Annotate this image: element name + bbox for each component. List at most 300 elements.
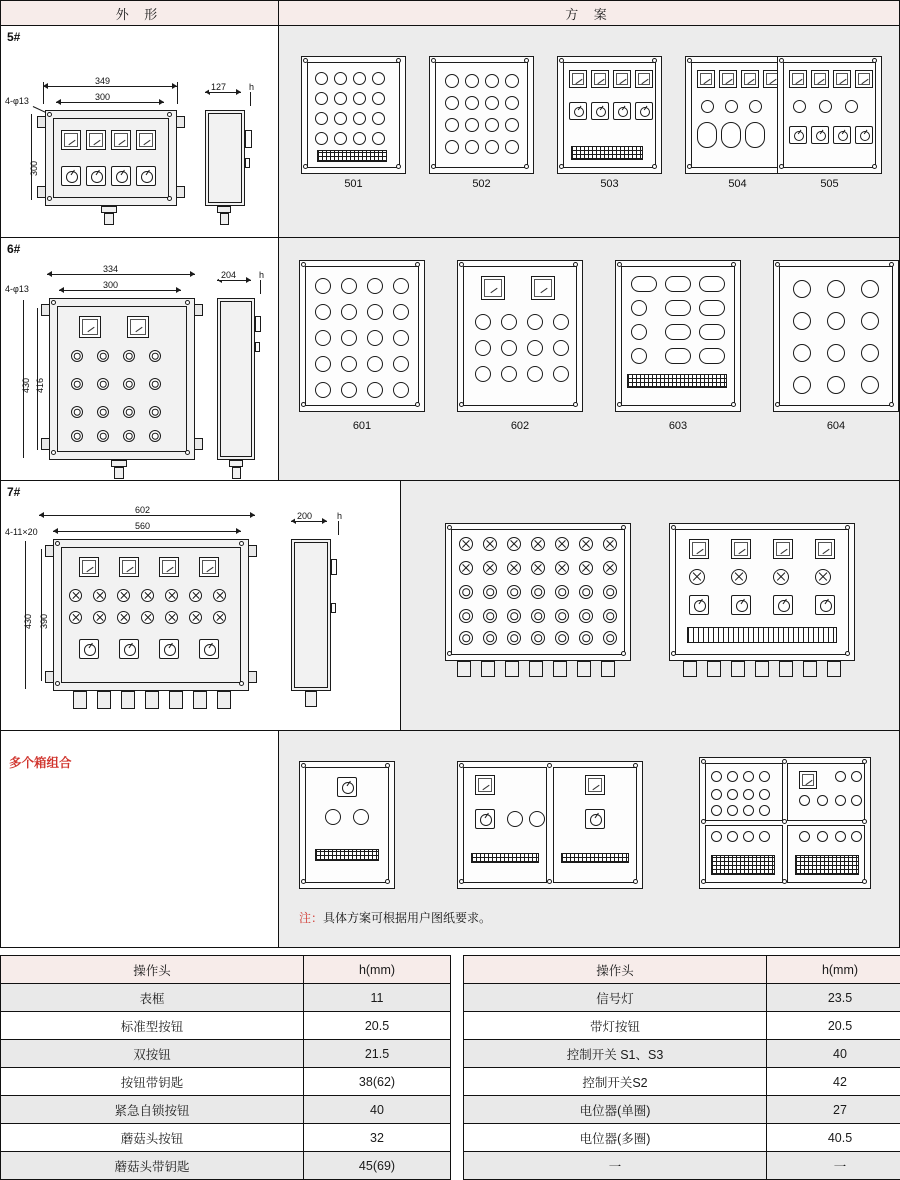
dual-button-icon bbox=[699, 300, 725, 316]
button-icon bbox=[527, 340, 543, 356]
cell-value: 42 bbox=[767, 1068, 900, 1096]
dual-button-icon bbox=[699, 276, 725, 292]
screw-icon bbox=[415, 262, 420, 267]
screw-icon bbox=[385, 879, 390, 884]
button-icon bbox=[97, 378, 109, 390]
button-icon bbox=[827, 312, 845, 330]
vent-grille bbox=[795, 855, 859, 875]
dim-text-h: h bbox=[249, 82, 255, 92]
screw-icon bbox=[671, 651, 676, 656]
button-icon bbox=[631, 324, 647, 340]
dim-text-200: 200 bbox=[297, 511, 313, 521]
button-icon bbox=[553, 366, 569, 382]
button-icon bbox=[465, 74, 479, 88]
indicator-icon bbox=[93, 589, 106, 602]
mounting-lug bbox=[37, 186, 46, 198]
table-row bbox=[464, 1012, 900, 1040]
switch-icon bbox=[569, 102, 587, 120]
row-5 bbox=[1, 26, 899, 238]
screw-icon bbox=[889, 262, 894, 267]
button-icon bbox=[501, 340, 517, 356]
dual-button-icon bbox=[665, 276, 691, 292]
screw-icon bbox=[731, 262, 736, 267]
table-row bbox=[1, 1068, 451, 1096]
meter-icon bbox=[811, 70, 829, 88]
cell-value: 38(62) bbox=[304, 1068, 451, 1096]
cell-value: 20.5 bbox=[767, 1012, 900, 1040]
cable-gland bbox=[779, 661, 793, 677]
screw-icon bbox=[185, 300, 190, 305]
cell-value: 一 bbox=[767, 1152, 900, 1180]
dim-arrow bbox=[250, 512, 255, 518]
cable-gland bbox=[121, 691, 135, 709]
cable-gland bbox=[827, 661, 841, 677]
button-icon bbox=[123, 430, 135, 442]
dim-arrow bbox=[53, 528, 58, 534]
mounting-lug bbox=[45, 545, 54, 557]
meter-icon bbox=[741, 70, 759, 88]
button-icon bbox=[531, 631, 545, 645]
switch-icon bbox=[789, 126, 807, 144]
indicator-icon bbox=[555, 561, 569, 575]
button-icon bbox=[367, 330, 383, 346]
cable-gland bbox=[553, 661, 567, 677]
screw-icon bbox=[459, 763, 464, 768]
dual-button-icon bbox=[745, 122, 765, 148]
button-icon bbox=[743, 789, 754, 800]
screw-icon bbox=[617, 402, 622, 407]
button-icon bbox=[325, 809, 341, 825]
button-icon bbox=[334, 92, 347, 105]
screw-icon bbox=[845, 651, 850, 656]
button-icon bbox=[475, 366, 491, 382]
dual-button-icon bbox=[665, 324, 691, 340]
meter-icon bbox=[127, 316, 149, 338]
button-icon bbox=[123, 378, 135, 390]
button-icon bbox=[465, 96, 479, 110]
mounting-lug bbox=[194, 304, 203, 316]
screw-icon bbox=[301, 763, 306, 768]
cell-name: 电位器(单圈) bbox=[464, 1096, 767, 1124]
button-icon bbox=[341, 382, 357, 398]
row-tag-6: 6# bbox=[7, 242, 21, 256]
button-icon bbox=[341, 304, 357, 320]
cell-name: 表框 bbox=[1, 984, 304, 1012]
button-icon bbox=[793, 312, 811, 330]
enclosure-side-panel bbox=[294, 542, 328, 688]
scheme-label-602: 602 bbox=[510, 420, 530, 432]
cell-name: 一 bbox=[464, 1152, 767, 1180]
scheme-panel-7 bbox=[401, 481, 899, 730]
cell-value: 27 bbox=[767, 1096, 900, 1124]
screw-icon bbox=[459, 879, 464, 884]
button-icon bbox=[531, 609, 545, 623]
screw-icon bbox=[301, 262, 306, 267]
table-header bbox=[0, 0, 900, 26]
button-icon bbox=[367, 304, 383, 320]
switch-icon bbox=[815, 595, 835, 615]
cable-gland bbox=[111, 460, 127, 467]
screw-icon bbox=[303, 164, 308, 169]
button-icon bbox=[501, 314, 517, 330]
screw-icon bbox=[239, 541, 244, 546]
note-body: 具体方案可根据用户图纸要求。 bbox=[323, 911, 492, 925]
button-icon bbox=[799, 795, 810, 806]
indicator-icon bbox=[815, 569, 831, 585]
cable-gland bbox=[114, 467, 124, 479]
button-icon bbox=[553, 314, 569, 330]
dim-arrow bbox=[56, 99, 61, 105]
meter-icon bbox=[591, 70, 609, 88]
screw-icon bbox=[559, 164, 564, 169]
button-icon bbox=[603, 631, 617, 645]
button-icon bbox=[759, 789, 770, 800]
meter-icon bbox=[159, 557, 179, 577]
switch-icon bbox=[61, 166, 81, 186]
dim-text-334: 334 bbox=[103, 264, 119, 274]
screw-icon bbox=[862, 819, 867, 824]
screw-icon bbox=[845, 525, 850, 530]
meter-icon bbox=[79, 316, 101, 338]
screw-icon bbox=[573, 402, 578, 407]
table-row bbox=[464, 1040, 900, 1068]
mounting-lug bbox=[176, 116, 185, 128]
button-icon bbox=[334, 72, 347, 85]
switch-icon bbox=[731, 595, 751, 615]
switch-icon bbox=[159, 639, 179, 659]
vent-grille bbox=[315, 849, 379, 861]
button-icon bbox=[631, 348, 647, 364]
dim-line-300 bbox=[56, 102, 164, 103]
button-icon bbox=[835, 831, 846, 842]
button-icon bbox=[315, 304, 331, 320]
button-icon bbox=[459, 609, 473, 623]
button-icon bbox=[749, 100, 762, 113]
dim-arrow bbox=[59, 287, 64, 293]
screw-icon bbox=[862, 759, 867, 764]
col-header-h: h(mm) bbox=[767, 956, 900, 984]
switch-icon bbox=[613, 102, 631, 120]
button-icon bbox=[341, 330, 357, 346]
button-icon bbox=[353, 809, 369, 825]
scheme-label-604: 604 bbox=[826, 420, 846, 432]
button-icon bbox=[97, 350, 109, 362]
scheme-panel-6 bbox=[279, 238, 899, 480]
side-flange bbox=[331, 603, 336, 613]
cable-gland bbox=[217, 691, 231, 709]
row-tag-7: 7# bbox=[7, 485, 21, 499]
dim-line-h bbox=[338, 521, 339, 535]
meter-icon bbox=[789, 70, 807, 88]
vent-grille bbox=[687, 627, 837, 643]
col-header-op: 操作头 bbox=[1, 956, 304, 984]
cable-gland bbox=[305, 691, 317, 707]
spec-tables bbox=[0, 955, 900, 1180]
screw-icon bbox=[301, 879, 306, 884]
switch-icon bbox=[773, 595, 793, 615]
screw-icon bbox=[573, 262, 578, 267]
header-scheme: 方 案 bbox=[279, 1, 899, 25]
scheme-label-601: 601 bbox=[352, 420, 372, 432]
note-text bbox=[299, 909, 491, 926]
button-icon bbox=[579, 585, 593, 599]
switch-icon bbox=[833, 126, 851, 144]
button-icon bbox=[445, 140, 459, 154]
side-flange bbox=[245, 158, 250, 168]
indicator-icon bbox=[213, 611, 226, 624]
screw-icon bbox=[731, 402, 736, 407]
dim-arrow bbox=[236, 89, 241, 95]
button-icon bbox=[759, 771, 770, 782]
cable-gland bbox=[220, 213, 229, 225]
dim-arrow bbox=[190, 271, 195, 277]
meter-icon bbox=[585, 775, 605, 795]
screw-icon bbox=[687, 164, 692, 169]
meter-icon bbox=[111, 130, 131, 150]
screw-icon bbox=[547, 763, 552, 768]
table-row bbox=[1, 1012, 451, 1040]
button-icon bbox=[527, 366, 543, 382]
cell-name: 带灯按钮 bbox=[464, 1012, 767, 1040]
screw-icon bbox=[396, 58, 401, 63]
dim-text-h: h bbox=[259, 270, 265, 280]
mounting-lug bbox=[248, 545, 257, 557]
switch-icon bbox=[136, 166, 156, 186]
cell-name: 按钮带钥匙 bbox=[1, 1068, 304, 1096]
button-icon bbox=[531, 585, 545, 599]
screw-icon bbox=[652, 58, 657, 63]
cable-gland bbox=[481, 661, 495, 677]
dim-line-300 bbox=[59, 290, 181, 291]
button-icon bbox=[835, 771, 846, 782]
cell-value: 11 bbox=[304, 984, 451, 1012]
dim-arrow bbox=[39, 512, 44, 518]
screw-icon bbox=[47, 196, 52, 201]
outline-drawing-6 bbox=[1, 238, 279, 480]
indicator-icon bbox=[165, 589, 178, 602]
button-icon bbox=[445, 118, 459, 132]
screw-icon bbox=[47, 112, 52, 117]
combination-label-cell bbox=[1, 731, 279, 947]
table-row bbox=[464, 1152, 900, 1180]
button-icon bbox=[579, 631, 593, 645]
dim-line-h300 bbox=[31, 114, 32, 200]
indicator-icon bbox=[189, 611, 202, 624]
button-icon bbox=[727, 805, 738, 816]
cable-gland bbox=[529, 661, 543, 677]
meter-icon bbox=[531, 276, 555, 300]
screw-icon bbox=[167, 196, 172, 201]
button-icon bbox=[367, 278, 383, 294]
dim-text-602: 602 bbox=[135, 505, 151, 515]
button-icon bbox=[555, 609, 569, 623]
table-row bbox=[464, 1124, 900, 1152]
button-icon bbox=[459, 585, 473, 599]
indicator-icon bbox=[483, 561, 497, 575]
indicator-icon bbox=[579, 561, 593, 575]
screw-icon bbox=[431, 58, 436, 63]
side-flange bbox=[255, 316, 261, 332]
indicator-icon bbox=[603, 537, 617, 551]
button-icon bbox=[743, 771, 754, 782]
button-icon bbox=[711, 831, 722, 842]
meter-icon bbox=[799, 771, 817, 789]
indicator-icon bbox=[213, 589, 226, 602]
col-header-h: h(mm) bbox=[304, 956, 451, 984]
meter-icon bbox=[689, 539, 709, 559]
indicator-icon bbox=[69, 589, 82, 602]
screw-icon bbox=[687, 58, 692, 63]
screw-icon bbox=[301, 402, 306, 407]
screw-icon bbox=[385, 763, 390, 768]
screw-icon bbox=[621, 651, 626, 656]
button-icon bbox=[485, 74, 499, 88]
indicator-icon bbox=[69, 611, 82, 624]
cable-gland bbox=[169, 691, 183, 709]
button-icon bbox=[315, 382, 331, 398]
button-icon bbox=[507, 585, 521, 599]
button-icon bbox=[817, 795, 828, 806]
side-flange bbox=[331, 559, 337, 575]
meter-icon bbox=[773, 539, 793, 559]
hole-callout-label: 4-φ13 bbox=[5, 96, 29, 106]
button-icon bbox=[579, 609, 593, 623]
button-icon bbox=[631, 300, 647, 316]
dim-arrow bbox=[246, 277, 251, 283]
button-icon bbox=[71, 378, 83, 390]
dim-text-300: 300 bbox=[103, 280, 119, 290]
dim-line-h bbox=[260, 280, 261, 294]
button-icon bbox=[71, 406, 83, 418]
meter-icon bbox=[136, 130, 156, 150]
cell-name: 紧急自锁按钮 bbox=[1, 1096, 304, 1124]
cable-gland bbox=[505, 661, 519, 677]
button-icon bbox=[393, 278, 409, 294]
cell-value: 23.5 bbox=[767, 984, 900, 1012]
row-6 bbox=[1, 238, 899, 481]
cell-value: 21.5 bbox=[304, 1040, 451, 1068]
screw-icon bbox=[51, 300, 56, 305]
button-icon bbox=[315, 278, 331, 294]
button-icon bbox=[835, 795, 846, 806]
button-icon bbox=[372, 132, 385, 145]
button-icon bbox=[555, 585, 569, 599]
screw-icon bbox=[524, 164, 529, 169]
button-icon bbox=[553, 340, 569, 356]
button-icon bbox=[71, 430, 83, 442]
cable-gland bbox=[145, 691, 159, 709]
button-icon bbox=[393, 330, 409, 346]
button-icon bbox=[743, 831, 754, 842]
cable-gland bbox=[193, 691, 207, 709]
meter-icon bbox=[635, 70, 653, 88]
button-icon bbox=[793, 100, 806, 113]
screw-icon bbox=[55, 681, 60, 686]
switch-icon bbox=[855, 126, 873, 144]
screw-icon bbox=[652, 164, 657, 169]
mounting-lug bbox=[37, 116, 46, 128]
vent-grille bbox=[711, 855, 775, 875]
button-icon bbox=[711, 771, 722, 782]
button-icon bbox=[372, 72, 385, 85]
row-tag-combination: 多个箱组合 bbox=[9, 756, 72, 770]
button-icon bbox=[603, 609, 617, 623]
indicator-icon bbox=[165, 611, 178, 624]
table-row bbox=[1, 1124, 451, 1152]
cell-name: 双按钮 bbox=[1, 1040, 304, 1068]
indicator-icon bbox=[117, 589, 130, 602]
button-icon bbox=[71, 350, 83, 362]
screw-icon bbox=[775, 262, 780, 267]
button-icon bbox=[529, 811, 545, 827]
screw-icon bbox=[185, 450, 190, 455]
button-icon bbox=[123, 406, 135, 418]
screw-icon bbox=[239, 681, 244, 686]
screw-icon bbox=[779, 164, 784, 169]
button-icon bbox=[555, 631, 569, 645]
row-7 bbox=[1, 481, 899, 731]
row-combination bbox=[1, 731, 899, 947]
button-icon bbox=[793, 280, 811, 298]
screw-icon bbox=[782, 819, 787, 824]
dim-text-h: h bbox=[337, 511, 343, 521]
button-icon bbox=[315, 72, 328, 85]
table-row bbox=[464, 1068, 900, 1096]
button-icon bbox=[315, 112, 328, 125]
button-icon bbox=[851, 831, 862, 842]
mounting-lug bbox=[194, 438, 203, 450]
meter-icon bbox=[613, 70, 631, 88]
indicator-icon bbox=[507, 537, 521, 551]
screw-icon bbox=[447, 651, 452, 656]
meter-icon bbox=[833, 70, 851, 88]
cell-name: 控制开关 S1、S3 bbox=[464, 1040, 767, 1068]
dim-text-h300: 300 bbox=[29, 160, 39, 176]
button-icon bbox=[845, 100, 858, 113]
button-icon bbox=[149, 350, 161, 362]
button-icon bbox=[149, 406, 161, 418]
switch-icon bbox=[811, 126, 829, 144]
button-icon bbox=[711, 805, 722, 816]
cable-gland bbox=[577, 661, 591, 677]
switch-icon bbox=[591, 102, 609, 120]
screw-icon bbox=[775, 402, 780, 407]
cell-name: 控制开关S2 bbox=[464, 1068, 767, 1096]
col-header-op: 操作头 bbox=[464, 956, 767, 984]
indicator-icon bbox=[773, 569, 789, 585]
spec-table-right bbox=[463, 955, 900, 1180]
vent-grille bbox=[561, 853, 629, 863]
screw-icon bbox=[524, 58, 529, 63]
button-icon bbox=[465, 118, 479, 132]
side-flange bbox=[245, 130, 252, 148]
table-row bbox=[1, 1040, 451, 1068]
dim-text-430: 430 bbox=[21, 377, 31, 393]
screw-icon bbox=[51, 450, 56, 455]
screw-icon bbox=[889, 402, 894, 407]
cell-name: 标准型按钮 bbox=[1, 1012, 304, 1040]
note-prefix: 注： bbox=[299, 911, 324, 925]
button-icon bbox=[505, 74, 519, 88]
button-icon bbox=[334, 132, 347, 145]
dim-text-430: 430 bbox=[23, 613, 33, 629]
button-icon bbox=[483, 631, 497, 645]
button-icon bbox=[315, 330, 331, 346]
screw-icon bbox=[303, 58, 308, 63]
button-icon bbox=[759, 805, 770, 816]
cable-gland bbox=[707, 661, 721, 677]
button-icon bbox=[149, 378, 161, 390]
